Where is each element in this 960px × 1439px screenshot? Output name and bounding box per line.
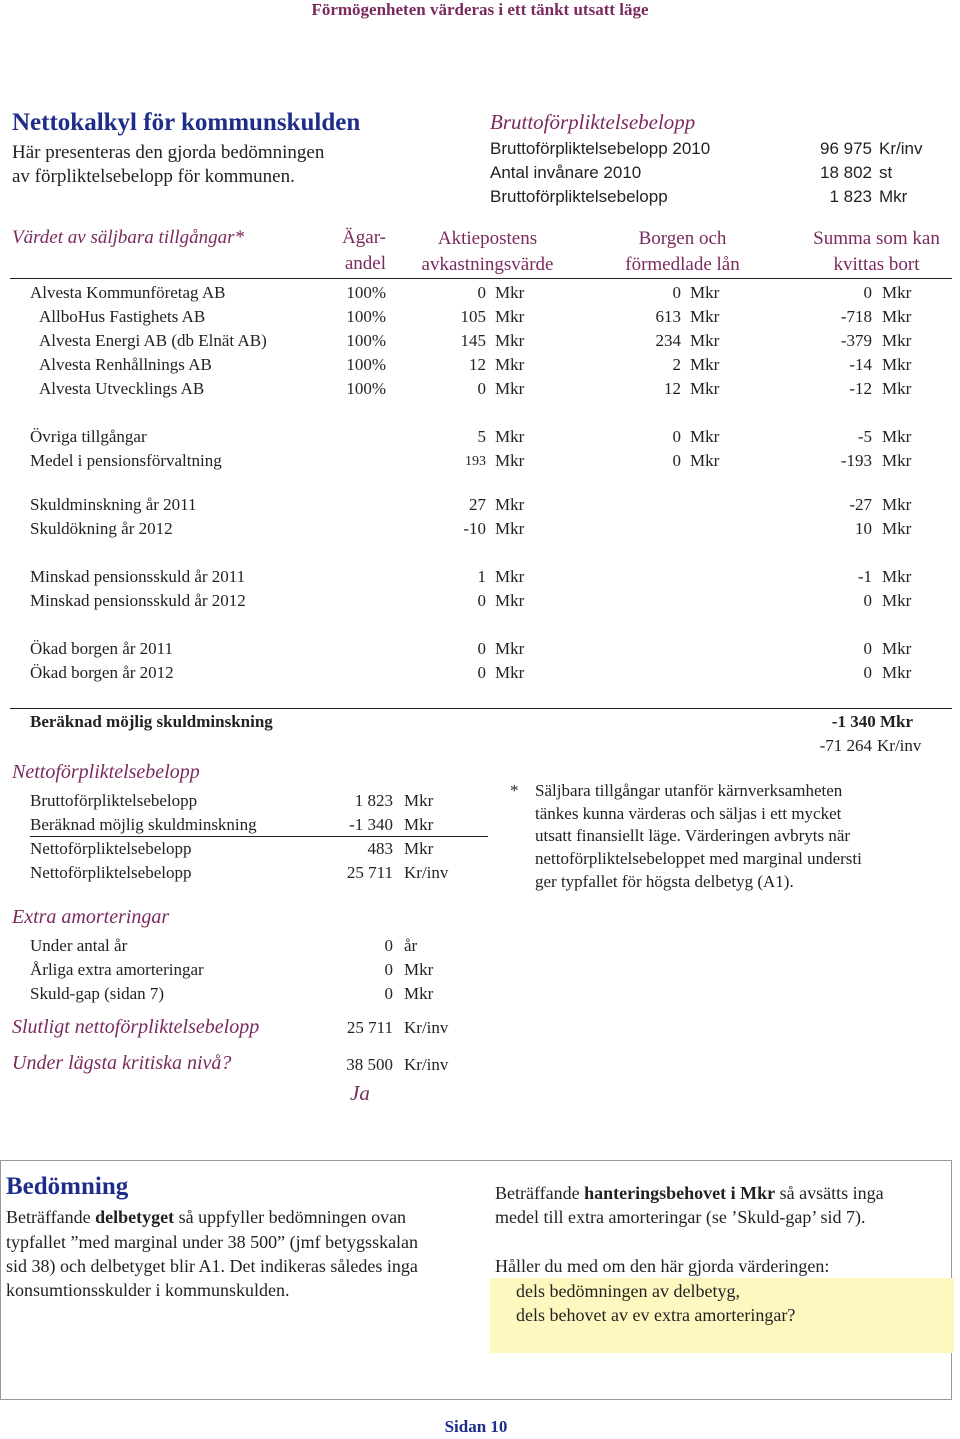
row-summa: 0 [863, 591, 872, 610]
row-label: Medel i pensionsförvaltning [30, 451, 222, 470]
bedomning-right-pre: Beträffande [495, 1183, 585, 1203]
row-summa-unit: Mkr [882, 519, 912, 538]
row-summa-unit: Mkr [882, 639, 912, 658]
row-aktie-unit: Mkr [495, 451, 525, 470]
company-name: AllboHus Fastighets AB [39, 307, 206, 326]
brutto-label-2: Bruttoförpliktelsebelopp [490, 187, 668, 206]
bedomning-left-pre: Beträffande [6, 1207, 96, 1227]
total-per-inv-unit: Kr/inv [877, 736, 922, 755]
col-header-borgen-2: förmedlade lån [625, 254, 740, 275]
bedomning-right-line-1 [495, 1183, 884, 1204]
row-label: Ökad borgen år 2012 [30, 663, 174, 682]
company-share: 100% [346, 283, 386, 302]
brutto-value-2: 1 823 [829, 187, 872, 206]
company-borgen-unit: Mkr [690, 331, 720, 350]
extra-value-2: 0 [384, 984, 393, 1003]
extra-unit-2: Mkr [404, 984, 434, 1003]
row-aktie: 1 [477, 567, 486, 586]
extra-label-2: Skuld-gap (sidan 7) [30, 984, 165, 1003]
page-number: Sidan 10 [444, 1417, 508, 1436]
row-aktie-unit: Mkr [495, 591, 525, 610]
bedomning-question-1: dels bedömningen av delbetyg, [516, 1281, 740, 1301]
brutto-unit-2: Mkr [879, 187, 908, 206]
company-aktie: 12 [469, 355, 486, 374]
netto-label-0: Bruttoförpliktelsebelopp [30, 791, 198, 810]
col-header-summa-2: kvittas bort [833, 254, 920, 275]
row-aktie: -10 [463, 519, 486, 538]
company-summa-unit: Mkr [882, 283, 912, 302]
company-name: Alvesta Renhållnings AB [39, 355, 212, 374]
row-aktie: 193 [465, 454, 486, 469]
total-rule [10, 708, 952, 709]
intro-heading: Nettokalkyl för kommunskulden [12, 109, 361, 136]
row-aktie: 0 [477, 663, 486, 682]
row-summa-unit: Mkr [882, 663, 912, 682]
row-summa: -27 [849, 495, 872, 514]
netto-value-0: 1 823 [354, 791, 393, 810]
netto-unit-0: Mkr [404, 791, 434, 810]
section-label-saljbara: Värdet av säljbara tillgångar* [12, 227, 245, 248]
brutto-heading: Bruttoförpliktelsebelopp [490, 110, 696, 134]
company-share: 100% [346, 307, 386, 326]
company-aktie-unit: Mkr [495, 307, 525, 326]
slutligt-unit: Kr/inv [404, 1018, 449, 1037]
kritisk-heading: Under lägsta kritiska nivå? [12, 1052, 232, 1074]
company-aktie-unit: Mkr [495, 355, 525, 374]
bedomning-right-bold: hanteringsbehovet i Mkr [584, 1183, 776, 1203]
company-aktie-unit: Mkr [495, 283, 525, 302]
row-aktie-unit: Mkr [495, 639, 525, 658]
extra-value-1: 0 [384, 960, 393, 979]
company-summa-unit: Mkr [882, 355, 912, 374]
intro-line-1: Här presenteras den gjorda bedömningen [12, 142, 325, 163]
company-aktie-unit: Mkr [495, 379, 525, 398]
row-aktie-unit: Mkr [495, 495, 525, 514]
row-aktie: 5 [477, 427, 486, 446]
company-summa: -379 [840, 331, 872, 350]
brutto-unit-0: Kr/inv [879, 139, 923, 158]
netto-unit-3: Kr/inv [404, 863, 449, 882]
col-header-aktie-2: avkastningsvärde [421, 254, 554, 275]
company-name: Alvesta Energi AB (db Elnät AB) [39, 331, 267, 350]
company-borgen: 12 [664, 379, 681, 398]
company-aktie: 0 [477, 283, 486, 302]
row-summa: -5 [857, 427, 872, 446]
bedomning-left-post: så uppfyller bedömningen ovan [174, 1207, 407, 1227]
extra-unit-1: Mkr [404, 960, 434, 979]
company-aktie-unit: Mkr [495, 331, 525, 350]
page-header-title: Förmögenheten värderas i ett tänkt utsatt läge [311, 0, 649, 19]
col-header-aktie-1: Aktiepostens [437, 228, 538, 249]
company-summa: -718 [840, 307, 872, 326]
company-borgen-unit: Mkr [690, 307, 720, 326]
footnote-line: Säljbara tillgångar utanför kärnverksamheten [535, 781, 843, 800]
row-borgen-unit: Mkr [690, 451, 720, 470]
netto-value-3: 25 711 [346, 863, 393, 882]
row-label: Minskad pensionsskuld år 2011 [30, 567, 246, 586]
row-summa-unit: Mkr [882, 451, 912, 470]
company-borgen-unit: Mkr [690, 355, 720, 374]
bedomning-right-post: så avsätts inga [775, 1183, 884, 1203]
row-aktie-unit: Mkr [495, 427, 525, 446]
company-summa: -14 [849, 355, 872, 374]
row-summa: 10 [855, 519, 872, 538]
company-name: Alvesta Utvecklings AB [39, 379, 205, 398]
company-summa: -12 [849, 379, 872, 398]
bedomning-heading: Bedömning [6, 1173, 129, 1200]
row-aktie: 27 [469, 495, 486, 514]
row-summa: 0 [863, 639, 872, 658]
row-summa-unit: Mkr [882, 495, 912, 514]
extra-label-0: Under antal år [30, 936, 128, 955]
kritisk-answer: Ja [350, 1081, 370, 1105]
extra-unit-0: år [404, 936, 418, 955]
company-summa-unit: Mkr [882, 331, 912, 350]
company-aktie: 0 [477, 379, 486, 398]
company-borgen-unit: Mkr [690, 283, 720, 302]
extra-label-1: Årliga extra amorteringar [30, 960, 204, 979]
row-aktie-unit: Mkr [495, 567, 525, 586]
slutligt-value: 25 711 [346, 1018, 393, 1037]
row-summa: 0 [863, 663, 872, 682]
bedomning-left-bold: delbetyget [95, 1207, 175, 1227]
netto-value-1: -1 340 [349, 815, 393, 834]
company-name: Alvesta Kommunföretag AB [30, 283, 226, 302]
kritisk-value: 38 500 [346, 1055, 393, 1074]
row-label: Övriga tillgångar [30, 427, 147, 446]
total-per-inv: -71 264 [819, 736, 872, 755]
company-borgen: 2 [672, 355, 681, 374]
brutto-label-1: Antal invånare 2010 [490, 163, 642, 182]
footnote-line: utsatt finansiellt läge. Värderingen avbryts när [535, 826, 851, 845]
row-summa: -193 [840, 451, 872, 470]
row-summa-unit: Mkr [882, 567, 912, 586]
extra-value-0: 0 [384, 936, 393, 955]
row-aktie: 0 [477, 591, 486, 610]
row-aktie-unit: Mkr [495, 663, 525, 682]
brutto-value-0: 96 975 [820, 139, 872, 158]
footnote-line: nettoförpliktelsebeloppet med marginal understi [535, 849, 862, 868]
row-summa: -1 [857, 567, 872, 586]
netto-unit-1: Mkr [404, 815, 434, 834]
row-label: Minskad pensionsskuld år 2012 [30, 591, 246, 610]
company-aktie: 145 [460, 331, 486, 350]
netto-value-2: 483 [367, 839, 393, 858]
row-borgen-unit: Mkr [690, 427, 720, 446]
netto-unit-2: Mkr [404, 839, 434, 858]
bedomning-left-line-2: typfallet ”med marginal under 38 500” (jmf betygsskalan [6, 1232, 419, 1252]
company-borgen: 613 [655, 307, 681, 326]
col-header-summa-1: Summa som kan [813, 228, 940, 249]
bedomning-question-2: dels behovet av ev extra amorteringar? [516, 1305, 796, 1325]
intro-line-2: av förpliktelsebelopp för kommunen. [12, 166, 295, 187]
netto-sum-rule [30, 836, 488, 837]
row-summa-unit: Mkr [882, 591, 912, 610]
brutto-unit-1: st [879, 163, 893, 182]
col-header-agarandel-1: Ägar- [342, 227, 386, 248]
netto-label-1: Beräknad möjlig skuldminskning [30, 815, 257, 834]
col-header-borgen-1: Borgen och [638, 228, 727, 249]
footnote-line: tänkes kunna värderas och säljas i ett mycket [535, 804, 842, 823]
slutligt-heading: Slutligt nettoförpliktelsebelopp [12, 1016, 260, 1038]
company-summa: 0 [863, 283, 872, 302]
extra-heading: Extra amorteringar [12, 906, 170, 928]
footnote-star: * [510, 781, 519, 800]
company-summa-unit: Mkr [882, 307, 912, 326]
col-header-agarandel-2: andel [344, 253, 386, 274]
total-label: Beräknad möjlig skuldminskning [30, 712, 273, 731]
row-aktie-unit: Mkr [495, 519, 525, 538]
netto-heading: Nettoförpliktelsebelopp [12, 761, 200, 783]
brutto-label-0: Bruttoförpliktelsebelopp 2010 [490, 139, 711, 158]
bedomning-right-line-2: medel till extra amorteringar (se ’Skuld-gap’ sid 7). [495, 1207, 866, 1227]
footnote-line: ger typfallet för högsta delbetyg (A1). [535, 872, 794, 891]
row-aktie: 0 [477, 639, 486, 658]
company-aktie: 105 [460, 307, 486, 326]
company-summa-unit: Mkr [882, 379, 912, 398]
bedomning-left-line-3: sid 38) och delbetyget blir A1. Det indikeras således inga [6, 1256, 418, 1276]
row-borgen: 0 [672, 451, 681, 470]
total-value: -1 340 Mkr [831, 712, 913, 731]
table-header-rule [10, 278, 952, 279]
bedomning-left-line-4: konsumtionsskulder i kommunskulden. [6, 1280, 290, 1300]
company-share: 100% [346, 355, 386, 374]
row-borgen: 0 [672, 427, 681, 446]
company-share: 100% [346, 379, 386, 398]
row-summa-unit: Mkr [882, 427, 912, 446]
row-label: Ökad borgen år 2011 [30, 639, 174, 658]
row-label: Skuldökning år 2012 [30, 519, 173, 538]
netto-label-3: Nettoförpliktelsebelopp [30, 863, 192, 882]
company-share: 100% [346, 331, 386, 350]
bedomning-question: Håller du med om den här gjorda värderingen: [495, 1256, 830, 1276]
kritisk-unit: Kr/inv [404, 1055, 449, 1074]
company-borgen: 234 [655, 331, 681, 350]
netto-label-2: Nettoförpliktelsebelopp [30, 839, 192, 858]
row-label: Skuldminskning år 2011 [30, 495, 197, 514]
brutto-value-1: 18 802 [820, 163, 872, 182]
bedomning-left-line-1 [6, 1207, 406, 1228]
company-borgen: 0 [672, 283, 681, 302]
company-borgen-unit: Mkr [690, 379, 720, 398]
